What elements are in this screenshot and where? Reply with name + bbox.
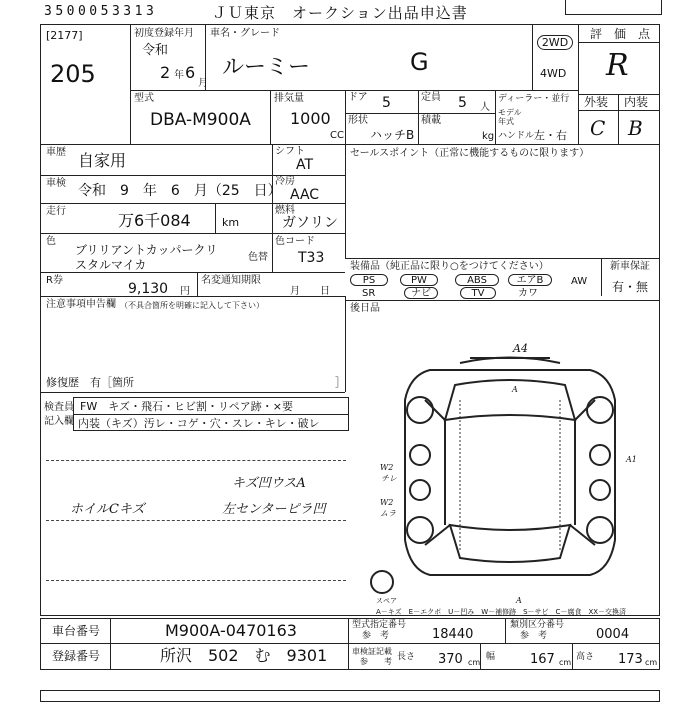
color-line2: スタルマイカ <box>75 258 147 272</box>
registration-year: 2 <box>160 63 171 82</box>
note-chire: チレ <box>381 474 397 483</box>
inspector-interior: 内装（キズ）汚レ・コゲ・穴・スレ・キレ・破レ <box>78 417 320 430</box>
car-grade: G <box>410 48 429 76</box>
car-damage-diagram <box>360 330 660 605</box>
air-conditioning: AAC <box>290 187 320 203</box>
equip-navi: ナビ <box>404 287 438 299</box>
drive-2wd: 2WD <box>537 35 573 50</box>
lot-number: 205 <box>50 60 96 88</box>
type-number: 18440 <box>432 627 474 642</box>
note-w2: W2 <box>380 463 394 472</box>
form-title: ＪＵ東京 オークション出品申込書 <box>212 4 468 22</box>
width: 167 <box>530 652 555 667</box>
registration-label: 初度登録年月 <box>134 28 194 39</box>
equip-pw: PW <box>400 274 438 286</box>
inspection-date: 令和 9 年 6 月（25 日） <box>78 183 282 199</box>
note-w2-mura: W2 <box>380 498 394 507</box>
color-code: T33 <box>298 250 325 266</box>
capacity: 5 <box>458 95 467 111</box>
plate-number: 所沢 502 む 9301 <box>160 646 328 665</box>
mileage: 万6千084 <box>118 211 191 230</box>
note-a-bottom: A <box>516 596 522 605</box>
barcode-number: 3500053313 <box>44 4 158 19</box>
equip-leather: カワ <box>518 288 538 299</box>
header-empty-box <box>565 0 662 15</box>
model-code: DBA-M900A <box>150 110 251 130</box>
inspector-exterior: FW キズ・飛石・ヒビ割・リペア跡・×要 <box>80 400 293 413</box>
bottom-cutoff-row <box>40 690 660 702</box>
equip-sr: SR <box>362 288 376 299</box>
color-line1: ブリリアントカッパークリ <box>75 243 218 257</box>
usage: 自家用 <box>78 151 127 170</box>
length: 370 <box>438 652 463 667</box>
equip-ps: PS <box>350 274 388 286</box>
handle-value: 左・右 <box>534 129 567 142</box>
grade-interior: B <box>628 116 643 140</box>
fuel: ガソリン <box>282 215 338 231</box>
note-a4: A4 <box>513 342 528 355</box>
note-scratch: キズ凹ウスA <box>232 476 306 491</box>
note-center-pillar: 左センターピラ凹 <box>222 502 326 517</box>
car-name: ルーミー <box>222 55 311 80</box>
drive-4wd: 4WD <box>540 67 567 80</box>
doors: 5 <box>382 95 391 111</box>
equip-abs: ABS <box>455 274 499 286</box>
equip-tv: TV <box>460 287 496 299</box>
grade-score: R <box>606 48 629 83</box>
recycle-fee: 9,130 <box>128 281 169 297</box>
body-shape: ハッチB <box>370 128 415 142</box>
damage-legend: A－キズ E－エクボ U－凹み W－補修跡 S－サビ C－腐食 XX－交換済 <box>376 608 627 616</box>
note-mura: ムラ <box>380 509 396 518</box>
note-a1-right: A1 <box>626 455 637 464</box>
class-number: 0004 <box>596 627 630 642</box>
lot-code: [2177] <box>46 29 83 42</box>
grade-score-label: 評 価 点 <box>590 27 651 41</box>
registration-era: 令和 <box>142 43 169 58</box>
chassis-number: M900A-0470163 <box>165 621 297 640</box>
equip-aw: AW <box>571 276 588 287</box>
note-spare: スペア <box>376 597 397 605</box>
equip-airbag: エアB <box>508 274 552 286</box>
registration-month: 6 <box>185 63 196 82</box>
car-name-label: 車名・グレード <box>210 28 280 39</box>
height: 173 <box>618 652 643 667</box>
displacement: 1000 <box>290 109 331 128</box>
shift: AT <box>296 157 314 173</box>
new-car-warranty: 有・無 <box>612 280 649 294</box>
note-a-top: A <box>512 385 518 394</box>
sales-point-label: セールスポイント（正常に機能するものに限ります） <box>350 148 590 159</box>
note-wheel: ホイルCキズ <box>70 502 145 517</box>
grade-exterior: C <box>590 116 606 140</box>
